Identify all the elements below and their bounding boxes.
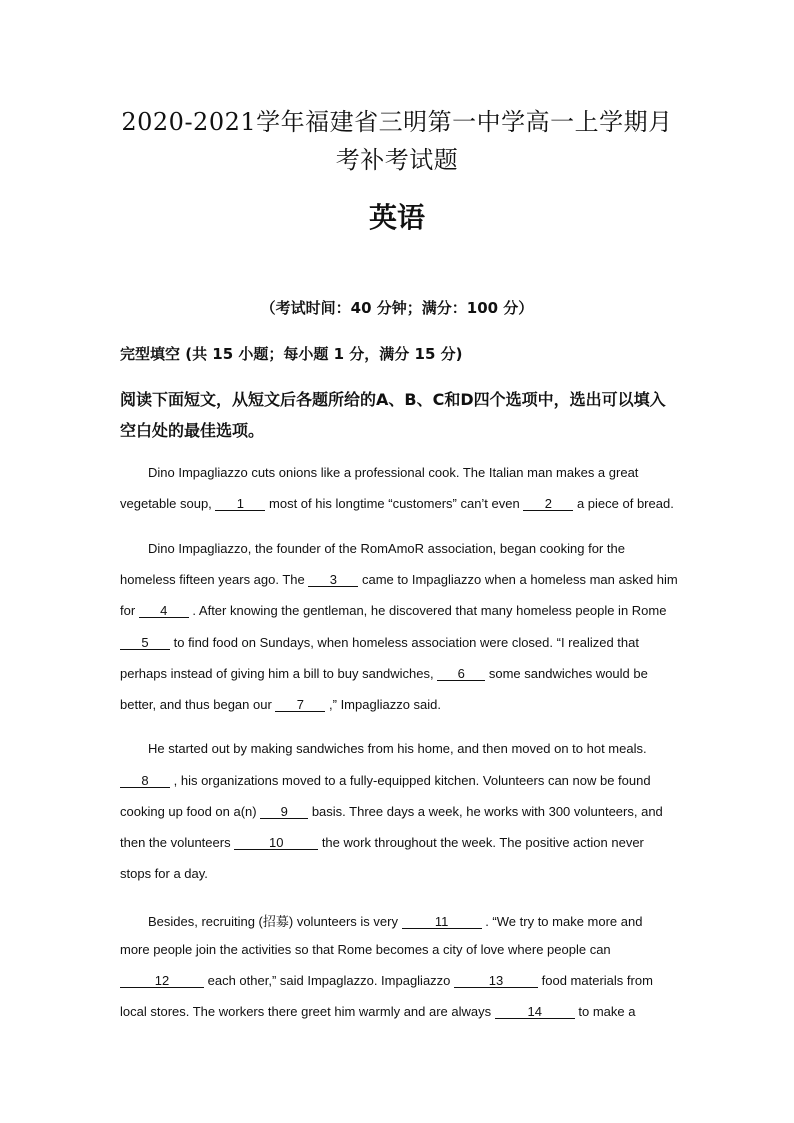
blank-4: 4 (139, 604, 189, 618)
passage-line: He started out by making sandwiches from his home, and then moved on to hot meals. (148, 741, 647, 756)
passage-line: more people join the activities so that Rome becomes a city of love where people can (120, 942, 611, 957)
blank-6: 6 (437, 667, 485, 681)
passage-line: then the volunteers 10 the work throughout the week. The positive action never (120, 835, 644, 850)
blank-13: 13 (454, 974, 538, 988)
passage-line: Dino Impagliazzo cuts onions like a professional cook. The Italian man makes a great (148, 465, 639, 480)
passage-line: Dino Impagliazzo, the founder of the RomAmoR association, began cooking for the (148, 541, 625, 556)
document-title-line1: 2020-2021学年福建省三明第一中学高一上学期月 (121, 108, 673, 136)
blank-11: 11 (402, 915, 482, 929)
blank-14: 14 (495, 1005, 575, 1019)
passage-line: Besides, recruiting (招募) volunteers is very 11 . “We try to make more and (148, 914, 643, 929)
passage-line: 8 , his organizations moved to a fully-equipped kitchen. Volunteers can now be found (120, 773, 651, 788)
passage-line: for 4 . After knowing the gentleman, he discovered that many homeless people in Rome (120, 603, 667, 618)
passage-line: better, and thus began our 7 ,” Impagliazzo said. (120, 697, 442, 712)
blank-7: 7 (275, 698, 325, 712)
blank-2: 2 (523, 497, 573, 511)
passage-line: 5 to find food on Sundays, when homeless association were closed. “I realized that (120, 635, 639, 650)
instruction-line1: 阅读下面短文，从短文后各题所给的A、B、C和D四个选项中，选出可以填入 (120, 390, 666, 409)
passage-line: stops for a day. (120, 866, 208, 881)
subject-heading: 英语 (368, 201, 425, 234)
passage-line: 12 each other,” said Impaglazzo. Impagliazzo 13 food materials from (120, 973, 653, 988)
instruction-line2: 空白处的最佳选项。 (120, 421, 265, 440)
document-title-line2: 考补考试题 (335, 146, 459, 174)
passage-line: vegetable soup, 1 most of his longtime “customers” can’t even 2 a piece of bread. (120, 496, 674, 511)
passage-line: cooking up food on a(n) 9 basis. Three days a week, he works with 300 volunteers, and (120, 804, 663, 819)
section-title: 完型填空 (共 15 小题；每小题 1 分，满分 15 分) (120, 345, 463, 363)
blank-10: 10 (234, 836, 318, 850)
passage-line: homeless fifteen years ago. The 3 came to Impagliazzo when a homeless man asked him (120, 572, 678, 587)
passage-line: local stores. The workers there greet him warmly and are always 14 to make a (120, 1004, 636, 1019)
blank-8: 8 (120, 774, 170, 788)
blank-9: 9 (260, 805, 308, 819)
blank-3: 3 (308, 573, 358, 587)
exam-info: （考试时间：40 分钟；满分：100 分） (260, 299, 534, 317)
blank-1: 1 (215, 497, 265, 511)
blank-12: 12 (120, 974, 204, 988)
blank-5: 5 (120, 636, 170, 650)
passage-line: perhaps instead of giving him a bill to buy sandwiches, 6 some sandwiches would be (120, 666, 648, 681)
